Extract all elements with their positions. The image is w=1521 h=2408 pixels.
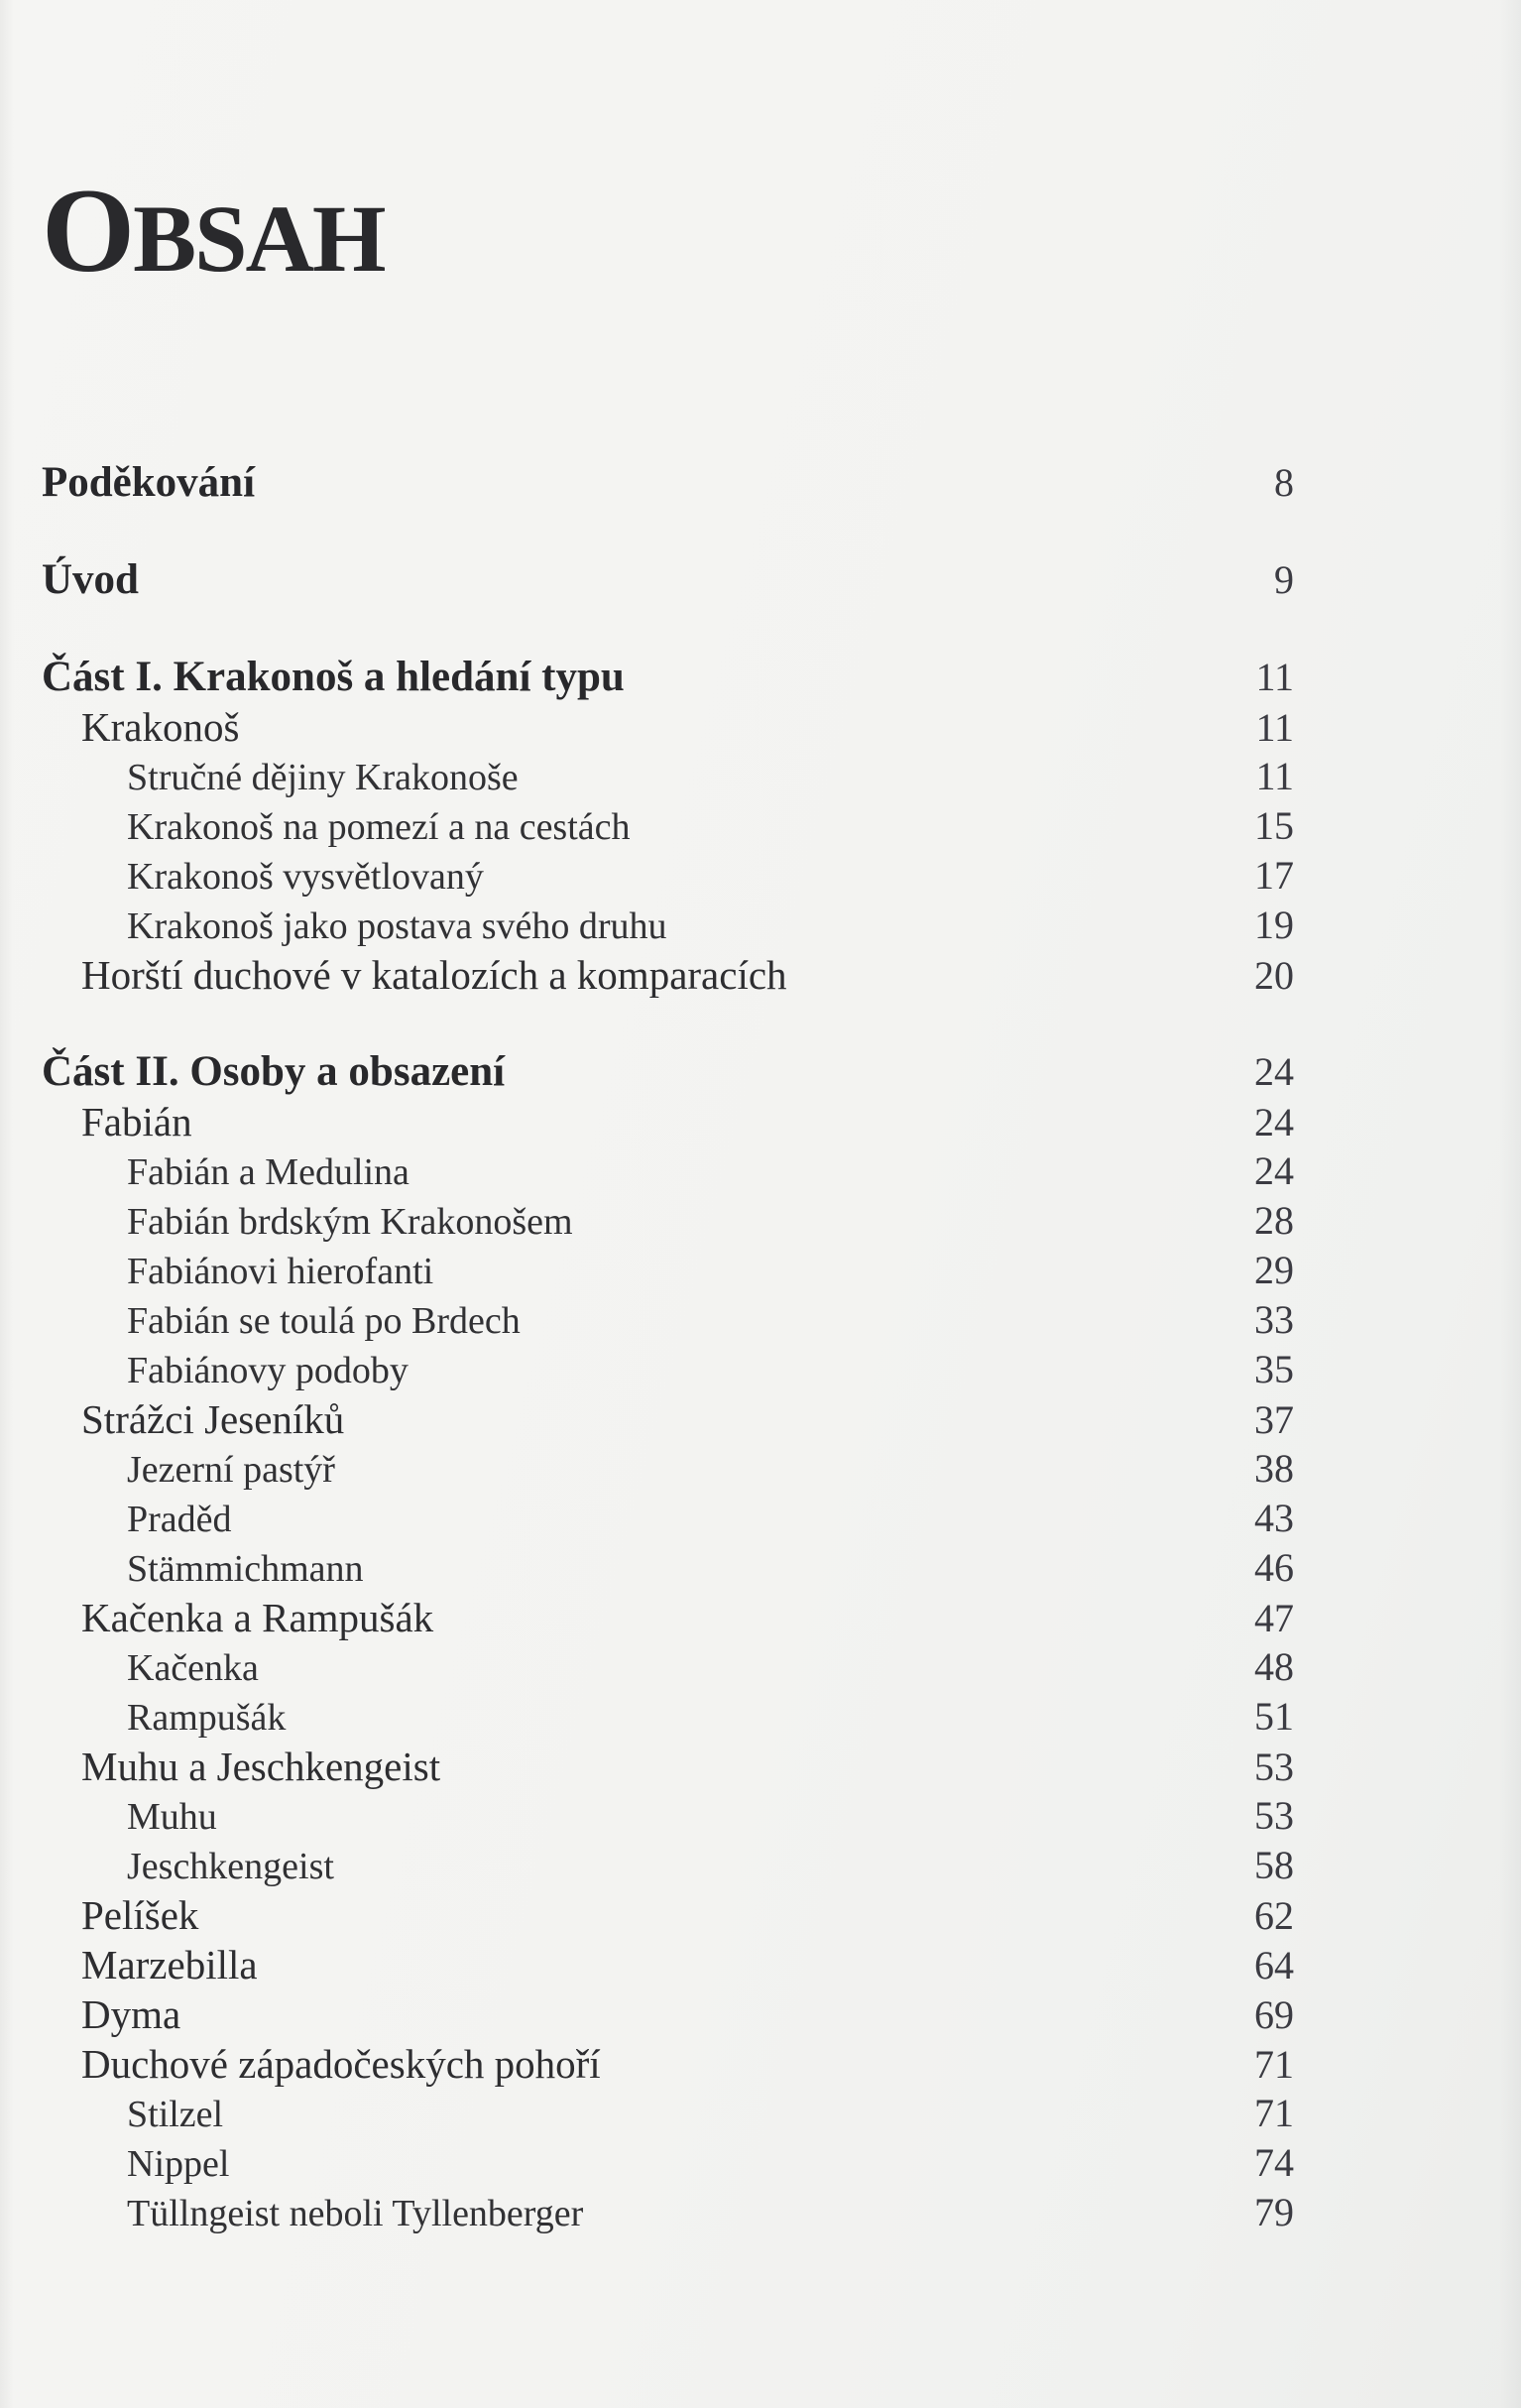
- toc-entry: [42, 2089, 1294, 2138]
- toc-entry-label: Horští duchové v katalozích a komparacích: [81, 952, 787, 998]
- toc-entry: [42, 458, 1294, 508]
- toc-entry: [42, 1890, 1294, 1940]
- toc-entry-page: 48: [1254, 1644, 1294, 1689]
- toc-entry: [42, 1543, 1294, 1593]
- toc-entry-page: 71: [1254, 2091, 1294, 2135]
- toc-entry-page: 28: [1254, 1198, 1294, 1243]
- toc-entry-label: Stilzel: [127, 2094, 224, 2135]
- toc-entry: [42, 702, 1294, 752]
- toc-entry-page: 11: [1255, 754, 1294, 798]
- toc-entry-page: 33: [1254, 1297, 1294, 1342]
- toc-entry-label: Krakonoš vysvětlovaný: [127, 856, 484, 898]
- toc-entry: [42, 1444, 1294, 1494]
- page-title: OBSAH: [42, 165, 385, 298]
- toc-entry-label: Fabián se toulá po Brdech: [127, 1300, 521, 1342]
- toc-entry-label: Fabián a Medulina: [127, 1151, 410, 1193]
- toc-entry-label: Rampušák: [127, 1697, 287, 1739]
- toc-entry-page: 9: [1274, 557, 1294, 602]
- toc-entry-page: 74: [1254, 2140, 1294, 2185]
- toc-entry-label: Fabiánovi hierofanti: [127, 1251, 434, 1292]
- toc-entry-label: Kačenka: [127, 1647, 259, 1689]
- toc-entry-label: Strážci Jeseníků: [81, 1396, 345, 1442]
- toc-entry-label: Část II. Osoby a obsazení: [42, 1048, 506, 1095]
- toc-entry: [42, 555, 1294, 605]
- toc-entry: [42, 1196, 1294, 1246]
- toc-entry: [42, 1097, 1294, 1146]
- toc-entry-page: 62: [1254, 1893, 1294, 1938]
- toc-entry-page: 11: [1255, 655, 1294, 699]
- toc-entry-page: 24: [1254, 1100, 1294, 1144]
- toc-entry-page: 37: [1254, 1397, 1294, 1442]
- toc-entry-page: 11: [1255, 705, 1294, 750]
- toc-entry-label: Fabián brdským Krakonošem: [127, 1201, 573, 1243]
- toc-entry: [42, 1295, 1294, 1345]
- toc-entry: [42, 1246, 1294, 1295]
- toc-entry-label: Duchové západočeských pohoří: [81, 2041, 601, 2087]
- toc-entry: [42, 653, 1294, 702]
- toc-entry-page: 38: [1254, 1446, 1294, 1491]
- toc-entry: [42, 1841, 1294, 1890]
- toc-entry: [42, 1146, 1294, 1196]
- toc-entry-page: 53: [1254, 1793, 1294, 1838]
- toc-entry-label: Krakonoš jako postava svého druhu: [127, 905, 667, 947]
- toc-entry-page: 53: [1254, 1745, 1294, 1789]
- toc-entry: [42, 1692, 1294, 1742]
- toc-entry-label: Stručné dějiny Krakonoše: [127, 757, 519, 798]
- toc-entry: [42, 851, 1294, 901]
- toc-entry: [42, 950, 1294, 1000]
- toc-entry: [42, 1989, 1294, 2039]
- toc-entry-page: 46: [1254, 1545, 1294, 1590]
- toc-entry-label: Část I. Krakonoš a hledání typu: [42, 654, 625, 700]
- toc-entry: [42, 901, 1294, 950]
- toc-entry: [42, 1494, 1294, 1543]
- toc-entry-page: 71: [1254, 2042, 1294, 2087]
- toc-entry: [42, 1742, 1294, 1791]
- toc-entry: [42, 2039, 1294, 2089]
- toc-entry-label: Pelíšek: [81, 1892, 199, 1938]
- toc-entry-page: 19: [1254, 903, 1294, 947]
- toc-entry: [42, 2138, 1294, 2188]
- toc-entry-page: 8: [1274, 460, 1294, 505]
- toc-entry-page: 17: [1254, 853, 1294, 898]
- toc-entry-label: Stämmichmann: [127, 1548, 364, 1590]
- toc-entry-page: 35: [1254, 1347, 1294, 1391]
- toc-entry-page: 43: [1254, 1496, 1294, 1540]
- toc-entry-label: Muhu: [127, 1796, 217, 1838]
- toc-entry-label: Nippel: [127, 2143, 230, 2185]
- toc-entry-label: Úvod: [42, 556, 139, 603]
- toc-entry-label: Krakonoš: [81, 704, 240, 750]
- toc-entry-label: Poděkování: [42, 459, 256, 506]
- toc-entry-label: Kačenka a Rampušák: [81, 1595, 434, 1640]
- toc-entry-label: Fabiánovy podoby: [127, 1350, 409, 1391]
- toc-entry-label: Jezerní pastýř: [127, 1449, 335, 1491]
- toc-list: [42, 458, 1294, 2237]
- toc-entry-page: 79: [1254, 2190, 1294, 2234]
- toc-entry-label: Muhu a Jeschkengeist: [81, 1744, 441, 1789]
- toc-entry: [42, 801, 1294, 851]
- toc-entry-page: 15: [1254, 803, 1294, 848]
- toc-entry-page: 58: [1254, 1843, 1294, 1887]
- toc-entry: [42, 1791, 1294, 1841]
- toc-entry-label: Dyma: [81, 1991, 181, 2037]
- toc-entry: [42, 1345, 1294, 1394]
- toc-entry-page: 29: [1254, 1248, 1294, 1292]
- toc-entry-label: Krakonoš na pomezí a na cestách: [127, 806, 631, 848]
- toc-entry-label: Tüllngeist neboli Tyllenberger: [127, 2193, 584, 2234]
- toc-entry: [42, 1940, 1294, 1989]
- toc-entry: [42, 1047, 1294, 1097]
- toc-entry: [42, 1642, 1294, 1692]
- toc-entry-page: 24: [1254, 1049, 1294, 1094]
- toc-entry: [42, 2188, 1294, 2237]
- toc-entry-page: 20: [1254, 953, 1294, 998]
- toc-entry: [42, 752, 1294, 801]
- toc-entry-page: 24: [1254, 1148, 1294, 1193]
- toc-entry-label: Fabián: [81, 1099, 192, 1144]
- toc-entry: [42, 1394, 1294, 1444]
- toc-entry-page: 47: [1254, 1596, 1294, 1640]
- toc-entry-page: 64: [1254, 1943, 1294, 1987]
- toc-entry-label: Marzebilla: [81, 1942, 258, 1987]
- toc-entry-page: 51: [1254, 1694, 1294, 1739]
- toc-entry-label: Jeschkengeist: [127, 1846, 334, 1887]
- toc-entry-page: 69: [1254, 1992, 1294, 2037]
- toc-entry: [42, 1593, 1294, 1642]
- toc-entry-label: Praděd: [127, 1499, 232, 1540]
